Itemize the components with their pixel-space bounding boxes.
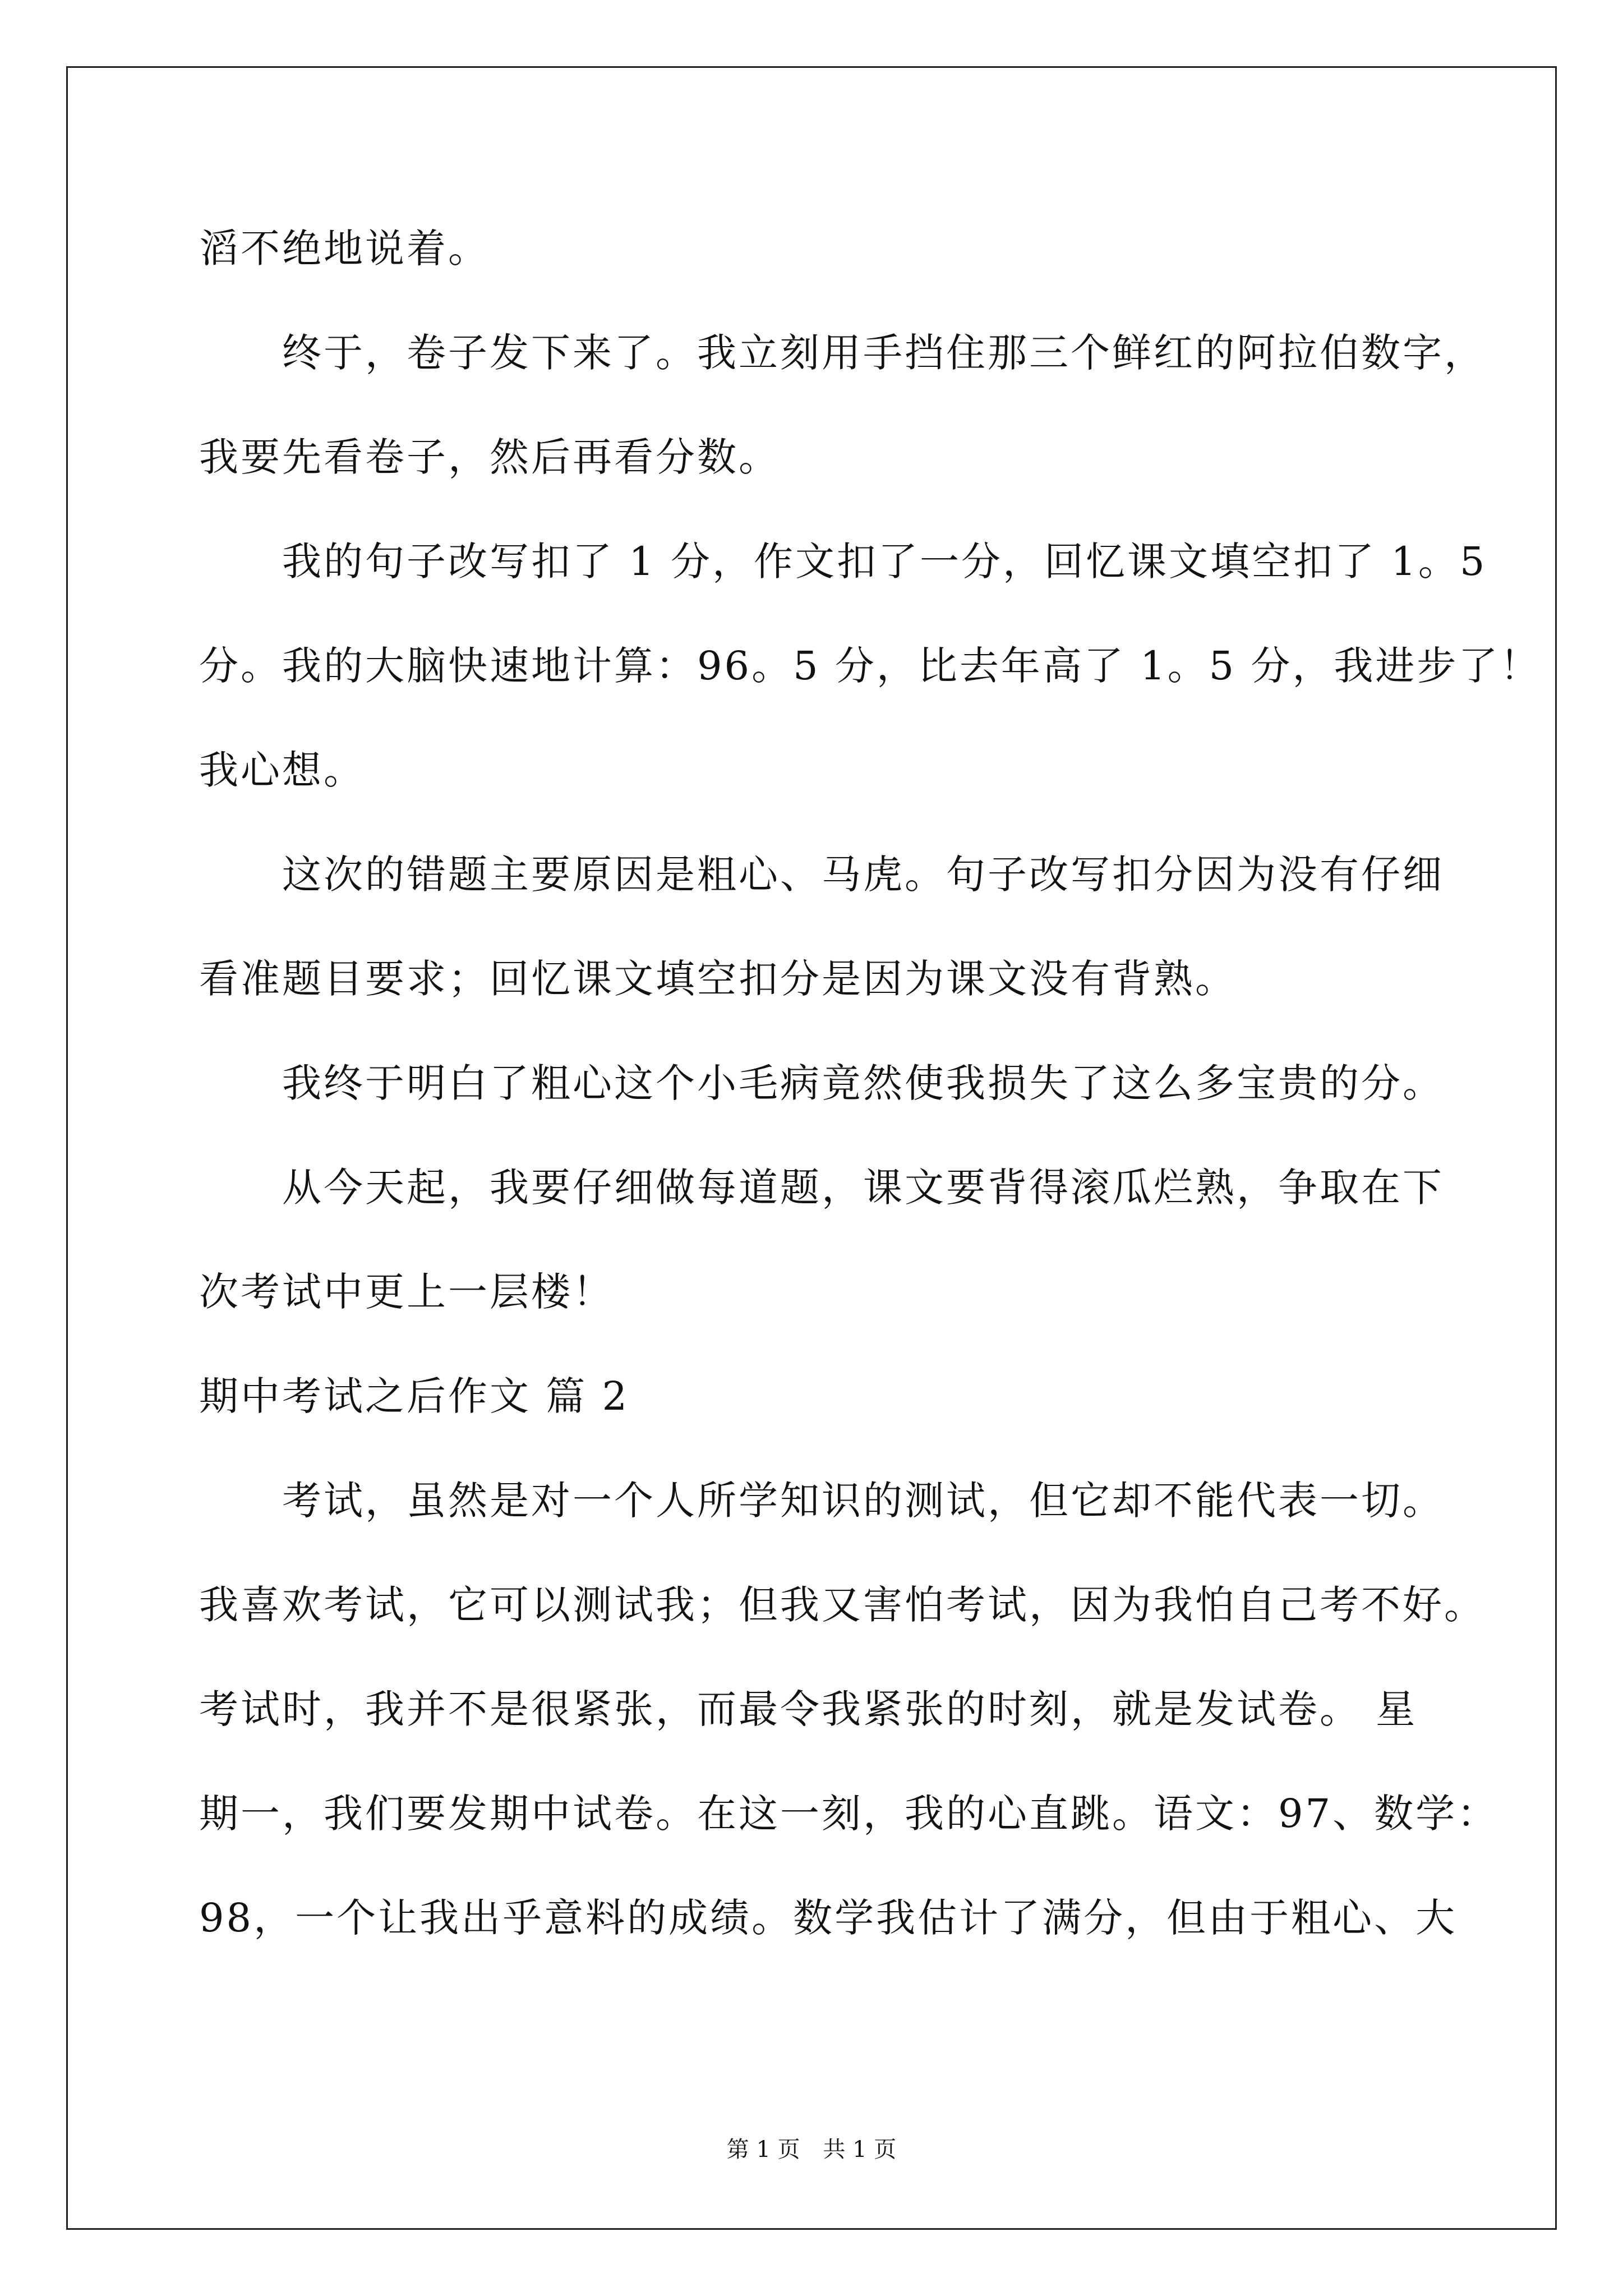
text-line: 滔不绝地说着。: [199, 226, 490, 272]
page-number: 第 1 页: [726, 2137, 800, 2162]
text-line: 我心想。: [199, 747, 365, 793]
text-line: 次考试中更上一层楼！: [199, 1269, 614, 1315]
paragraph-line: 我的句子改写扣了 1 分，作文扣了一分，回忆课文填空扣了 1。5: [282, 539, 1487, 585]
paragraph-line: 终于，卷子发下来了。我立刻用手挡住那三个鲜红的阿拉伯数字，: [282, 330, 1486, 376]
paragraph-line: 从今天起，我要仔细做每道题，课文要背得滚瓜烂熟，争取在下: [282, 1165, 1444, 1211]
paragraph-line: 考试，虽然是对一个人所学知识的测试，但它却不能代表一切。: [282, 1478, 1444, 1524]
text-line: 我喜欢考试，它可以测试我；但我又害怕考试，因为我怕自己考不好。: [199, 1582, 1486, 1628]
text-line: 98，一个让我出乎意料的成绩。数学我估计了满分，但由于粗心、大: [199, 1895, 1458, 1941]
paragraph-line: 这次的错题主要原因是粗心、马虎。句子改写扣分因为没有仔细: [282, 852, 1444, 898]
page-total: 共 1 页: [823, 2137, 897, 2162]
section-heading: 期中考试之后作文 篇 2: [199, 1373, 630, 1419]
text-line: 期一，我们要发期中试卷。在这一刻，我的心直跳。语文：97、数学：: [199, 1791, 1499, 1837]
page-footer: [0, 2132, 1623, 2164]
text-line: 考试时，我并不是很紧张，而最令我紧张的时刻，就是发试卷。 星: [199, 1686, 1418, 1732]
text-line: 看准题目要求；回忆课文填空扣分是因为课文没有背熟。: [199, 956, 1237, 1002]
paragraph-line: 我终于明白了粗心这个小毛病竟然使我损失了这么多宝贵的分。: [282, 1060, 1444, 1106]
text-line: 我要先看卷子，然后再看分数。: [199, 434, 780, 480]
text-line: 分。我的大脑快速地计算：96。5 分，比去年高了 1。5 分，我进步了！: [199, 643, 1542, 689]
